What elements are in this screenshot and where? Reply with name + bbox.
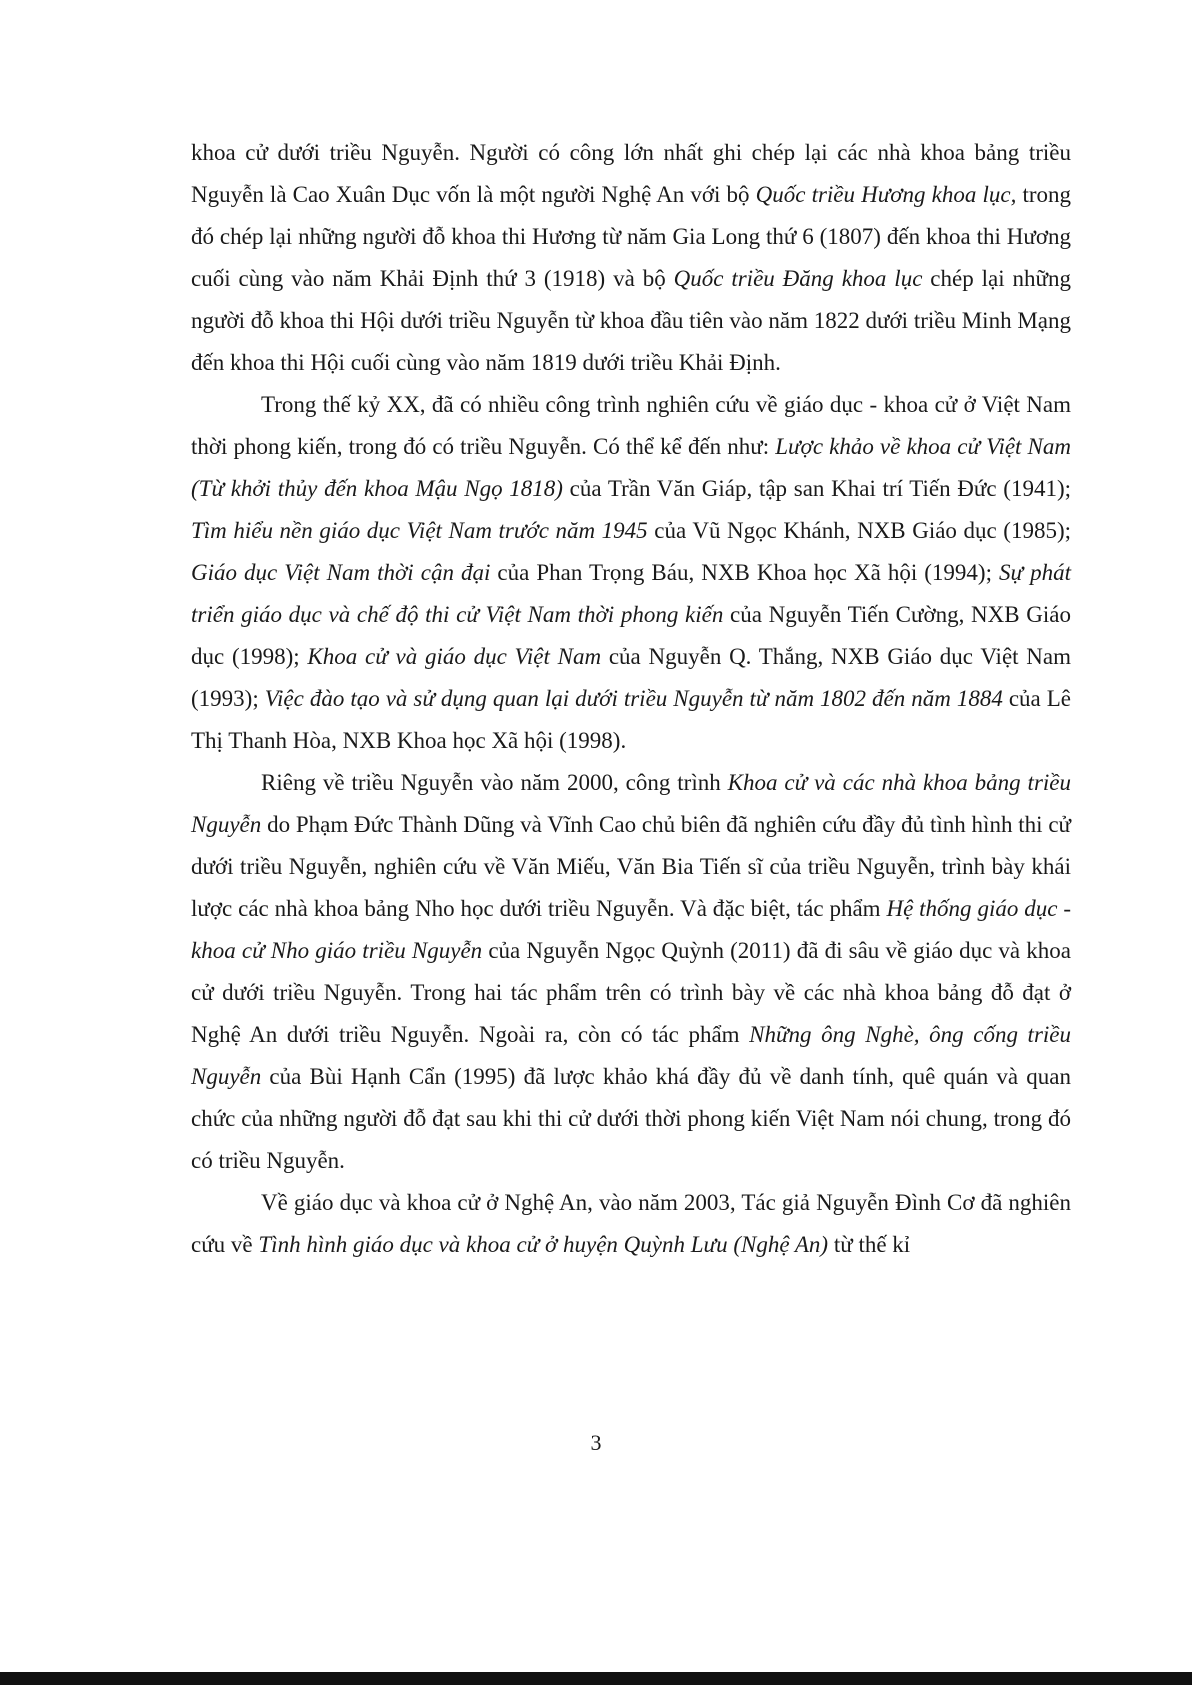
paragraph-text: Riêng về triều Nguyễn vào năm 2000, công trình: [261, 770, 728, 795]
page-number: 3: [590, 1430, 602, 1455]
body-text: [191, 132, 1071, 1266]
paragraph-text: của Nguyễn Tiến Cường, NXB Giáo dục (1998);: [191, 602, 1071, 669]
italic-title-text: Khoa cử và các nhà khoa bảng triều Nguyễn: [191, 770, 1071, 837]
paragraph-text: của Phan Trọng Báu, NXB Khoa học Xã hội (1994);: [490, 560, 1000, 585]
italic-title-text: Sự phát triển giáo dục và chế độ thi cử Việt Nam thời phong kiến: [191, 560, 1071, 627]
italic-title-text: Khoa cử và giáo dục Việt Nam: [307, 644, 602, 669]
paragraph-text: khoa cử dưới triều Nguyễn. Người có công lớn nhất ghi chép lại các nhà khoa bảng triều Nguyễn là Cao Xuân Dục vốn là một người Nghệ An với bộ: [191, 140, 1071, 207]
italic-title-text: Quốc triều Đăng khoa lục: [673, 266, 923, 291]
italic-title-text: Việc đào tạo và sử dụng quan lại dưới triều Nguyễn từ năm 1802 đến năm 1884: [264, 686, 1003, 711]
paragraph-text: do Phạm Đức Thành Dũng và Vĩnh Cao chủ biên đã nghiên cứu đầy đủ tình hình thi cử dưới triều Nguyễn, nghiên cứu về Văn Miếu, Văn Bia Tiến sĩ của triều Nguyễn, trình bày khái lược các nhà khoa bảng Nho học dưới triều Nguyễn. Và đặc biệt, tác phẩm: [191, 812, 1071, 921]
paragraph-text: trong đó chép lại những người đỗ khoa thi Hương từ năm Gia Long thứ 6 (1807) đến khoa thi Hương cuối cùng vào năm Khải Định thứ 3 (1918) và bộ: [191, 182, 1071, 291]
paragraph-text: của Nguyễn Q. Thắng, NXB Giáo dục Việt Nam (1993);: [191, 644, 1071, 711]
paragraph-text: của Bùi Hạnh Cẩn (1995) đã lược khảo khá đầy đủ về danh tính, quê quán và quan chức của những người đỗ đạt sau khi thi cử dưới thời phong kiến Việt Nam nói chung, trong đó có triều Nguyễn.: [191, 1064, 1071, 1173]
italic-title-text: Những ông Nghè, ông cống triều Nguyễn: [191, 1022, 1071, 1089]
italic-title-text: Lược khảo về khoa cử Việt Nam (Từ khởi thủy đến khoa Mậu Ngọ 1818): [191, 434, 1071, 501]
paragraph-text: Trong thế kỷ XX, đã có nhiều công trình nghiên cứu về giáo dục - khoa cử ở Việt Nam thời phong kiến, trong đó có triều Nguyễn. Có thể kể đến như:: [191, 392, 1071, 459]
paragraph: [191, 1182, 1071, 1266]
italic-title-text: Tình hình giáo dục và khoa cử ở huyện Quỳnh Lưu (Nghệ An): [258, 1232, 829, 1257]
paragraph-text: của Vũ Ngọc Khánh, NXB Giáo dục (1985);: [647, 518, 1071, 543]
paragraph: [191, 384, 1071, 762]
paragraph-text: của Lê Thị Thanh Hòa, NXB Khoa học Xã hội (1998).: [191, 686, 1071, 753]
paragraph-text: của Nguyễn Ngọc Quỳnh (2011) đã đi sâu về giáo dục và khoa cử dưới triều Nguyễn. Trong hai tác phẩm trên có trình bày về các nhà khoa bảng đỗ đạt ở Nghệ An dưới triều Nguyễn. Ngoài ra, còn có tác phẩm: [191, 938, 1071, 1047]
italic-title-text: Tìm hiểu nền giáo dục Việt Nam trước năm 1945: [191, 518, 648, 543]
italic-title-text: Hệ thống giáo dục - khoa cử Nho giáo triều Nguyễn: [191, 896, 1072, 963]
italic-title-text: Giáo dục Việt Nam thời cận đại: [191, 560, 491, 585]
italic-title-text: Quốc triều Hương khoa lục,: [755, 182, 1017, 207]
paragraph-text: từ thế kỉ: [828, 1232, 911, 1257]
paragraph: [191, 132, 1071, 384]
paragraph-text: chép lại những người đỗ khoa thi Hội dưới triều Nguyễn từ khoa đầu tiên vào năm 1822 dưới triều Minh Mạng đến khoa thi Hội cuối cùng vào năm 1819 dưới triều Khải Định.: [191, 266, 1071, 375]
paragraph: [191, 762, 1071, 1182]
paragraph-text: Về giáo dục và khoa cử ở Nghệ An, vào năm 2003, Tác giả Nguyễn Đình Cơ đã nghiên cứu về: [191, 1190, 1071, 1257]
bottom-edge-bar: [0, 1672, 1192, 1685]
paragraph-text: của Trần Văn Giáp, tập san Khai trí Tiến Đức (1941);: [562, 476, 1071, 501]
